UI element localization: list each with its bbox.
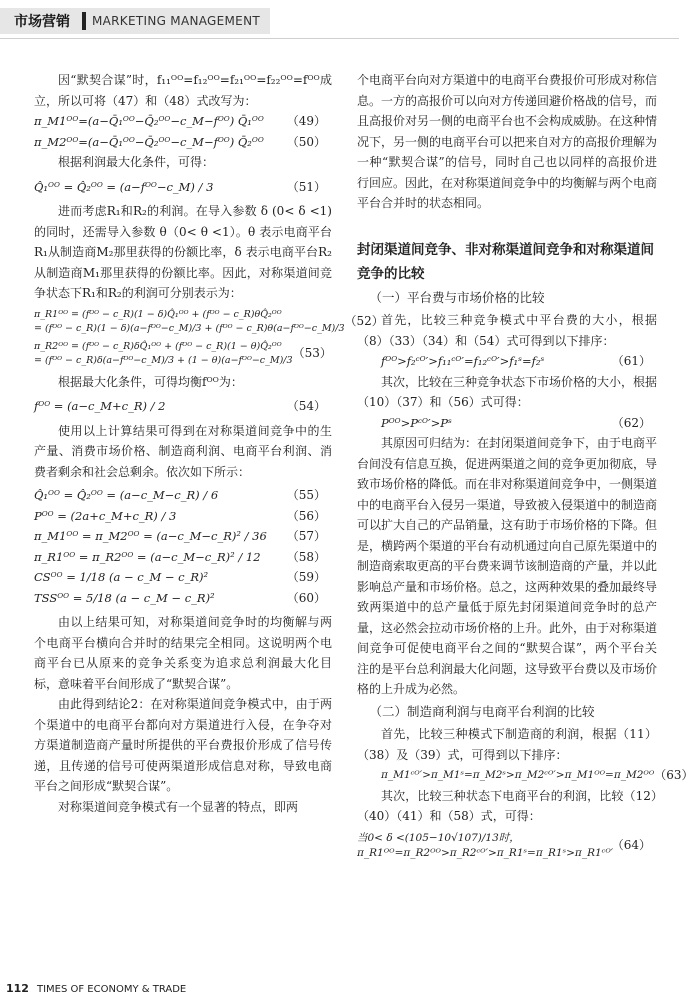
equation-number: （50） [286,134,326,149]
equation-number: （54） [286,399,326,413]
page-header [0,0,679,44]
paragraph: 进而考虑R₁和R₂的利润。在导入参数 δ (0< δ <1)的同时，还需导入参数 θ（0< θ <1）。θ 表示电商平台R₁从制造商M₂那里获得的份额比率，δ 表示电商平台R₂从制造商M₁那里获得的份额比率。因此，对称渠道间竞争状态下R₁和R₂的利润可分别表示为： [34,204,332,300]
equation-number: （62） [611,415,651,430]
equation-number: （49） [286,114,326,128]
equation-body: Q̂₁ᴼᴼ = Q̂₂ᴼᴼ = (a−c_M−c_R) / 6 [34,488,219,502]
equation-body: Pᴼᴼ>Pᶜᴼ′>Pˢ [381,415,452,430]
equation-line: = (fᴼᴼ − c_R)δ(a−fᴼᴼ−c_M)/3 + (1 − θ)(a−fᴼᴼ−c_M)/3 [34,354,293,366]
paragraph: 其次，比较在三种竞争状态下市场价格的大小，根据（10）（37）和（56）式可得： [357,374,658,409]
equation-61 [357,351,657,372]
page-footer [6,982,186,995]
left-column [34,70,384,817]
equation-body: π_M2ᴼᴼ=(a−Q̄₁ᴼᴼ−Q̄₂ᴼᴼ−c_M−fᴼᴼ) Q̄₂ᴼᴼ [34,134,264,149]
equation-57 [34,526,332,547]
equation-55 [34,485,332,506]
equation-number: （60） [286,590,326,605]
paragraph: 根据利润最大化条件，可得： [58,155,215,169]
equation-body: fᴼᴼ>f₂ᶜᴼ′>f₁₁ᶜᴼ′=f₁₂ᶜᴼ′>f₁ˢ=f₂ˢ [381,354,545,368]
equation-body: Pᴼᴼ = (2a+c_M+c_R) / 3 [34,508,177,523]
page-number: 112 [6,982,29,995]
equation-59 [34,567,332,588]
paragraph: 对称渠道间竞争模式有一个显著的特点，即两 [58,799,299,814]
paragraph: 因“默契合谋”时，f₁₁ᴼᴼ=f₁₂ᴼᴼ=f₂₁ᴼᴼ=f₂₂ᴼᴼ=fᴼᴼ成立，所以可将（47）和（48）式改写为： [34,73,332,108]
equation-number: （58） [286,549,326,564]
equation-number: （61） [611,354,651,368]
equation-body: Q̂₁ᴼᴼ = Q̂₂ᴼᴼ = (a−fᴼᴼ−c_M) / 3 [34,179,214,194]
equation-body: π_R1ᴼᴼ = π_R2ᴼᴼ = (a−c_M−c_R)² / 12 [34,549,261,564]
section-title-zh: 市场营销 [14,14,70,30]
equation-50 [34,132,332,153]
equation-body [34,340,293,368]
journal-name: TIMES OF ECONOMY & TRADE [36,984,187,995]
paragraph: 首先，比较三种竞争模式中平台费的大小，根据（8）（33）（34）和（54）式可得到以下排序： [357,313,657,348]
equation-number: （64） [611,838,651,852]
subsection-heading: （二）制造商利润与电商平台利润的比较 [369,703,595,719]
equation-body: π_M1ᶜᴼ′>π_M1ˢ=π_M2ˢ>π_M2ᶜᴼ′>π_M1ᴼᴼ=π_M2ᴼᴼ [381,769,655,781]
equation-line: π_R2ᴼᴼ = (fᴼᴼ − c_R)δQ̂₁ᴼᴼ + (fᴼᴼ − c_R)(1 − θ)Q̂₂ᴼᴼ [34,340,282,352]
header-divider [82,12,86,30]
equation-54 [34,396,332,417]
paragraph: 使用以上计算结果可得到在对称渠道间竞争中的生产量、消费市场价格、制造商利润、电商平台利润、消费者剩余和社会总剩余。依次如下所示： [34,423,332,479]
equation-number: （59） [286,570,326,584]
section-heading: 封闭渠道间竞争、非对称渠道间竞争和对称渠道间竞争的比较 [357,241,654,282]
equation-60 [34,588,332,609]
paragraph: 其原因可归结为：在封闭渠道间竞争下，由于电商平台间没有信息互换，促进两渠道之间的竞争更加彻底，导致市场价格的降低。而在非对称渠道间竞争中，一侧渠道中的电商平台入侵另一渠道，导致被入侵渠道中的制造商可以扩大自己的产品销量，这有助于市场价格的下降。但是，横跨两个渠道的平台有动机通过向自己原先渠道中的制造商索取更高的平台费来调节该制造商的产量，并以此影响总产量和市场价格。总之，这两种效果的叠加最终导致两渠道中的总产量低于原先封闭渠道间竞争时的总产量，这必然会拉动市场价格的上升。此外，由于对称渠道间竞争可促使电商平台之间的“默契合谋”，两个平台关注的是平台总利润最大化问题，这导致平台费以及市场价格的上升成为必然。 [357,436,658,696]
equation-line: = (fᴼᴼ − c_R)(1 − δ)(a−fᴼᴼ−c_M)/3 + (fᴼᴼ − c_R)θ(a−fᴼᴼ−c_M)/3 [34,322,345,334]
equation-body: 当0< δ <(105−10√107)/13时，π_R1ᴼᴼ=π_R2ᴼᴼ>π_R2ᶜᴼ′>π_R1ˢ=π_R1ˢ>π_R1ᶜᴼ′ [357,831,614,859]
equation-number: （57） [286,529,326,543]
equation-56 [34,506,332,527]
equation-number: （53） [292,346,332,360]
right-column [357,70,694,865]
section-title-en: MARKETING MANAGEMENT [92,14,260,28]
equation-body: π_M1ᴼᴼ=(a−Q̄₁ᴼᴼ−Q̄₂ᴼᴼ−c_M−fᴼᴼ) Q̄₁ᴼᴼ [34,114,264,128]
paragraph: 根据最大化条件，可得均衡fᴼᴼ为： [58,374,243,389]
section-gap [357,214,657,230]
equation-number: （51） [286,179,326,194]
header-rule [0,38,679,39]
equation-body: TSSᴼᴼ = 5/18 (a − c_M − c_R)² [34,590,215,605]
equation-body: π_M1ᴼᴼ = π_M2ᴼᴼ = (a−c_M−c_R)² / 36 [34,529,267,543]
equation-number: （52） [344,314,384,328]
subsection-heading: （一）平台费与市场价格的比较 [369,289,545,305]
equation-63 [357,765,694,786]
paragraph: 由以上结果可知，对称渠道间竞争时的均衡解与两个电商平台横向合并时的结果完全相同。这说明两个电商平台已从原来的竞争关系变为追求总利润最大化目标，意味着平台间形成了“默契合谋”。 [34,615,332,691]
equation-body: CSᴼᴼ = 1/18 (a − c_M − c_R)² [34,570,209,584]
paragraph: 其次，比较三种状态下电商平台的利润，比较（12）（40）（41）和（58）式，可得： [357,788,657,823]
equation-58 [34,547,332,568]
equation-51 [34,177,332,198]
equation-49 [34,111,332,132]
paragraph: 首先，比较三种模式下制造商的利润，根据（11）（38）及（39）式，可得到以下排序： [357,727,657,762]
paragraph: 由此得到结论2：在对称渠道间竞争模式中，由于两个渠道中的电商平台都向对方渠道进行入侵，在争夺对方渠道制造商产量时所提供的平台费报价形成了信号传递，且传递的信号可使两渠道形成信息对称，导致电商平台之间形成“默契合谋”。 [34,697,332,793]
equation-body: fᴼᴼ = (a−c_M+c_R) / 2 [34,399,166,413]
equation-53 [34,340,332,368]
equation-62 [357,413,657,434]
equation-number: （55） [286,488,326,502]
equation-line: π_R1ᴼᴼ = (fᴼᴼ − c_R)(1 − δ)Q̂₁ᴼᴼ + (fᴼᴼ − c_R)θQ̂₂ᴼᴼ [34,308,282,320]
equation-number: （56） [286,508,326,523]
equation-52 [34,308,384,336]
equation-64 [357,831,657,861]
equation-number: （63） [654,768,694,782]
paragraph: 个电商平台向对方渠道中的电商平台费报价可形成对称信息。一方的高报价可以向对方传递回避价格战的信号，而且高报价对另一侧的电商平台也不会构成威胁。在这种情况下，另一侧的电商平台可以把来自对方的高报价理解为一种“默契合谋”的信号，同时自己也以同样的高报价进行回应。因此，在对称渠道间竞争中的均衡解与两个电商平台合并时的状态相同。 [357,73,658,210]
equation-body [34,308,345,336]
